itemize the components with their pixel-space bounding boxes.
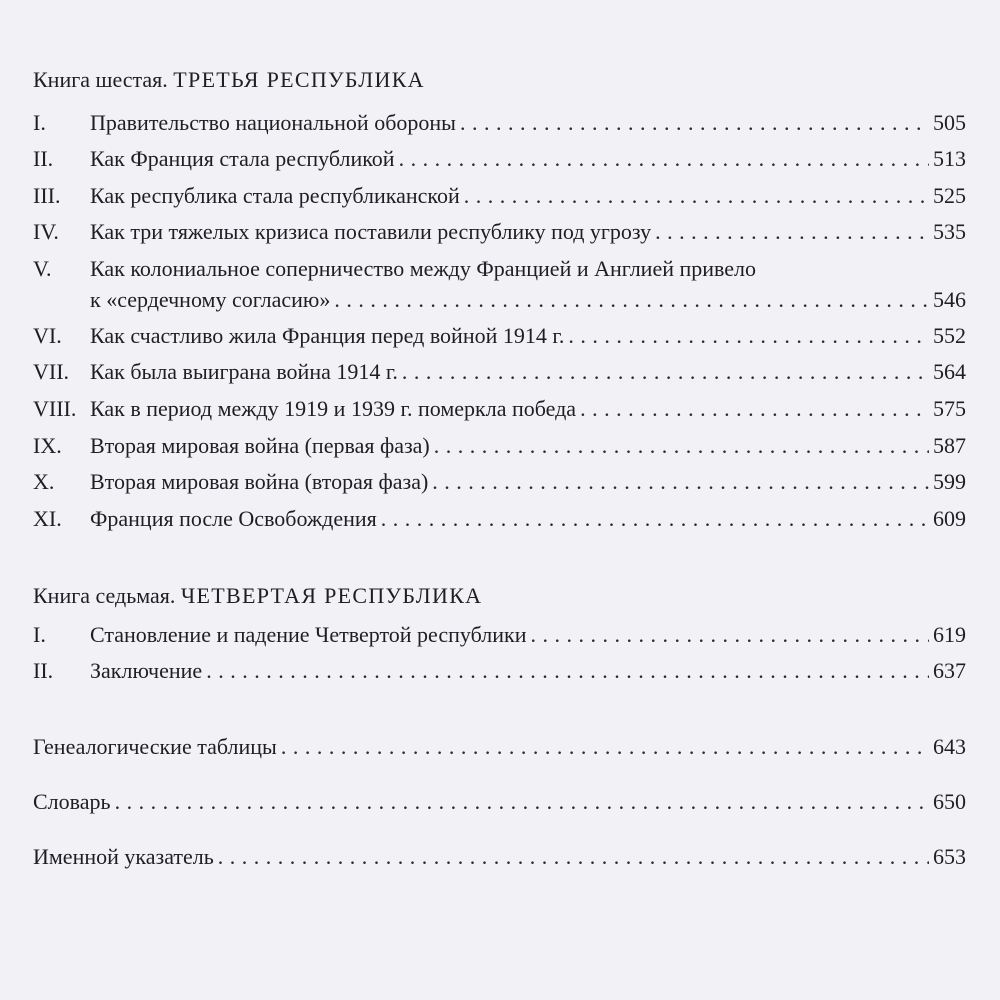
dot-leader — [655, 218, 929, 246]
dot-leader — [399, 145, 929, 173]
chapter-title: Заключение — [90, 658, 203, 683]
chapter-title: Франция после Освобождения — [90, 506, 377, 531]
toc-entry — [33, 621, 966, 649]
toc-entry — [33, 218, 966, 246]
chapter-title: Как в период между 1919 и 1939 г. померкла победа — [90, 396, 577, 421]
toc-entry — [33, 788, 966, 816]
toc-entry — [33, 468, 966, 496]
page-number: 525 — [933, 183, 966, 208]
chapter-title: Как счастливо жила Франция перед войной 1914 г. — [90, 323, 565, 348]
toc-entry — [33, 395, 966, 423]
book7-heading — [33, 582, 482, 610]
book7-title: ЧЕТВЕРТАЯ РЕСПУБЛИКА — [180, 583, 483, 608]
chapter-number: IV. — [33, 219, 59, 244]
page-number: 552 — [933, 323, 966, 348]
chapter-title: Правительство национальной обороны — [90, 110, 456, 135]
chapter-title: Как три тяжелых кризиса поставили республику под угрозу — [90, 219, 652, 244]
page-number: 643 — [933, 734, 966, 759]
toc-entry — [33, 657, 966, 685]
toc-entry — [33, 182, 966, 210]
page-number: 587 — [933, 433, 966, 458]
dot-leader — [434, 432, 929, 460]
chapter-title: к «сердечному согласию» — [90, 287, 331, 312]
chapter-number: I. — [33, 622, 46, 647]
dot-leader — [334, 286, 929, 314]
dot-leader — [402, 358, 929, 386]
dot-leader — [568, 322, 929, 350]
chapter-number: II. — [33, 146, 54, 171]
page-number: 564 — [933, 359, 966, 384]
chapter-number: I. — [33, 110, 46, 135]
page-number: 505 — [933, 110, 966, 135]
chapter-number: XI. — [33, 506, 62, 531]
page-number: 653 — [933, 844, 966, 869]
toc-entry — [33, 322, 966, 350]
chapter-number: V. — [33, 256, 52, 281]
chapter-title: Как была выиграна война 1914 г. — [90, 359, 398, 384]
dot-leader — [281, 733, 929, 761]
dot-leader — [460, 109, 929, 137]
chapter-title: Как Франция стала республикой — [90, 146, 395, 171]
page-number: 619 — [933, 622, 966, 647]
toc-entry — [33, 843, 966, 871]
page-number: 513 — [933, 146, 966, 171]
chapter-number: VIII. — [33, 396, 77, 421]
dot-leader — [464, 182, 929, 210]
toc-entry — [33, 733, 966, 761]
toc-entry — [33, 432, 966, 460]
page-number: 546 — [933, 287, 966, 312]
dot-leader — [530, 621, 929, 649]
page-number: 609 — [933, 506, 966, 531]
chapter-title: Вторая мировая война (вторая фаза) — [90, 469, 429, 494]
chapter-number: II. — [33, 658, 54, 683]
chapter-number: VII. — [33, 359, 70, 384]
chapter-number: IX. — [33, 433, 62, 458]
dot-leader — [432, 468, 929, 496]
page-number: 650 — [933, 789, 966, 814]
chapter-title: Становление и падение Четвертой республики — [90, 622, 527, 647]
toc-entry — [90, 286, 966, 314]
book6-title: ТРЕТЬЯ РЕСПУБЛИКА — [173, 67, 425, 92]
book7-label: Книга седьмая. — [33, 583, 176, 608]
dot-leader — [206, 657, 929, 685]
page-number: 637 — [933, 658, 966, 683]
page-number: 535 — [933, 219, 966, 244]
toc-entry — [33, 358, 966, 386]
toc-entry — [33, 145, 966, 173]
chapter-title: Вторая мировая война (первая фаза) — [90, 433, 430, 458]
page-number: 599 — [933, 469, 966, 494]
dot-leader — [115, 788, 929, 816]
dot-leader — [580, 395, 929, 423]
chapter-number: VI. — [33, 323, 62, 348]
toc-entry — [33, 505, 966, 533]
dot-leader — [381, 505, 929, 533]
appendix-title: Генеалогические таблицы — [33, 734, 277, 759]
book6-label: Книга шестая. — [33, 67, 168, 92]
dot-leader — [218, 843, 929, 871]
chapter-title: Как республика стала республиканской — [90, 183, 460, 208]
page-number: 575 — [933, 396, 966, 421]
chapter-title-line1: Как колониальное соперничество между Францией и Англией привело — [90, 256, 757, 281]
chapter-number: III. — [33, 183, 61, 208]
appendix-title: Словарь — [33, 789, 111, 814]
appendix-title: Именной указатель — [33, 844, 214, 869]
book6-heading — [33, 66, 425, 94]
chapter-number: X. — [33, 469, 55, 494]
toc-entry — [33, 109, 966, 137]
